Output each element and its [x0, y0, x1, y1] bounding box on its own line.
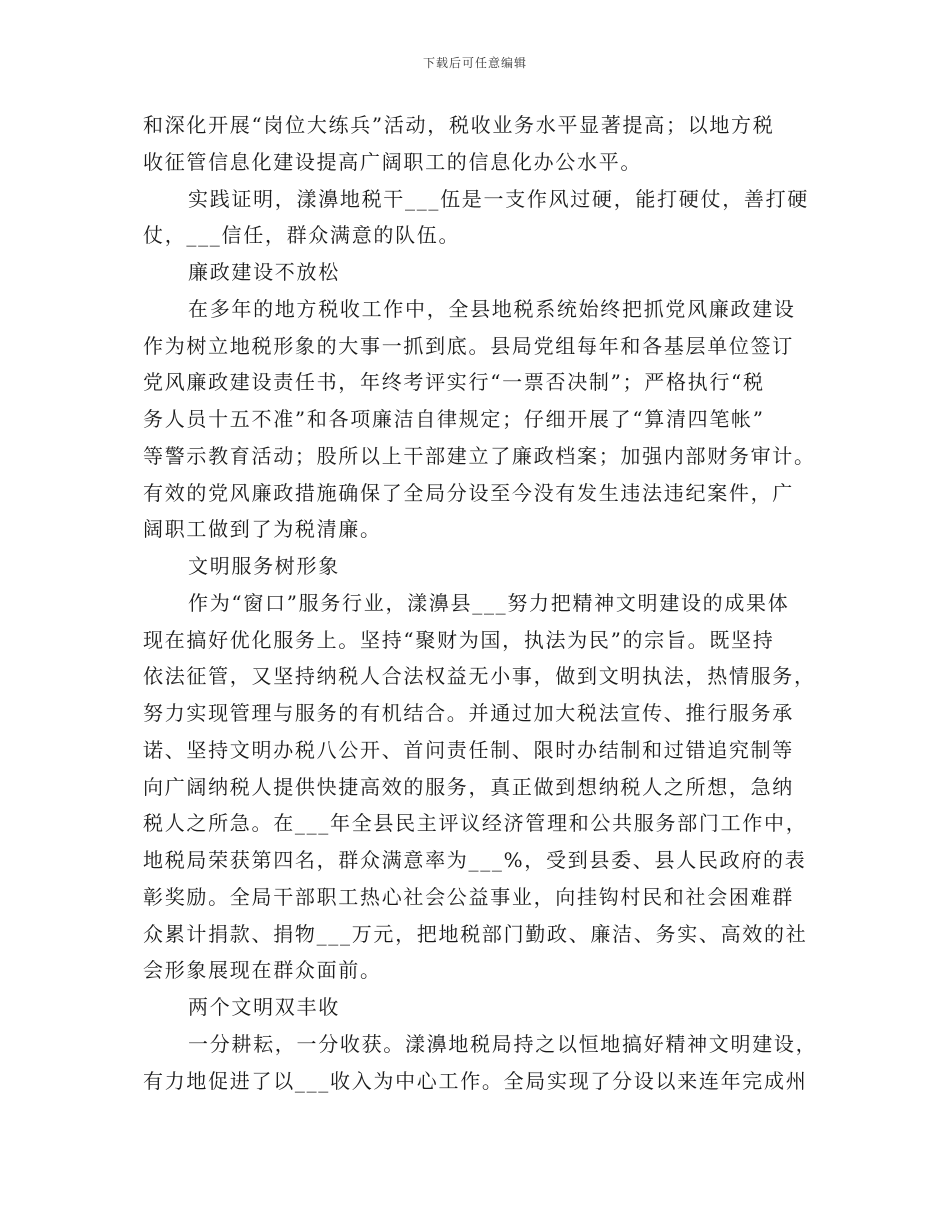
text-line: 现在搞好优化服务上。坚持“聚财为国，执法为民”的宗旨。既坚持	[143, 627, 775, 652]
text-line: 和深化开展“岗位大练兵”活动，税收业务水平显著提高；以地方税	[143, 113, 775, 137]
text-line: 依法征管，又坚持纳税人合法权益无小事，做到文明执法，热情服务，	[143, 664, 816, 689]
text-line: 税人之所急。在___年全县民主评议经济管理和公共服务部门工作中，	[143, 811, 808, 836]
text-line: 地税局荣获第四名，群众满意率为___%，受到县委、县人民政府的表	[143, 848, 807, 872]
text-line: 彰奖励。全局干部职工热心社会公益事业，向挂钩村民和社会困难群	[143, 884, 794, 909]
text-line: 作为“窗口”服务行业，漾濞县___努力把精神文明建设的成果体	[188, 590, 790, 615]
text-line: 诺、坚持文明办税八公开、首问责任制、限时办结制和过错追究制等	[143, 737, 794, 762]
page-header: 下载后可任意编辑	[422, 56, 527, 70]
document-body	[143, 107, 818, 1099]
text-line: 作为树立地税形象的大事一抓到底。县局党组每年和各基层单位签订	[143, 333, 794, 358]
text-line: 党风廉政建设责任书，年终考评实行“一票否决制”；严格执行“税	[143, 370, 765, 395]
text-line: 实践证明，漾濞地税干___伍是一支作风过硬，能打硬仗，善打硬	[188, 186, 809, 211]
section-heading: 文明服务树形象	[188, 554, 340, 578]
text-line: 有效的党风廉政措施确保了全局分设至今没有发生违法违纪案件，广	[143, 480, 794, 505]
text-line: 会形象展现在群众面前。	[143, 958, 382, 983]
text-line: 务人员十五不准”和各项廉洁自律规定；仔细开展了“算清四笔帐”	[143, 407, 765, 431]
text-line: 众累计捐款、捐物___万元，把地税部门勤政、廉洁、务实、高效的社	[143, 921, 808, 946]
text-line: 有力地促进了以___收入为中心工作。全局实现了分设以来连年完成州	[143, 1068, 808, 1093]
text-line: 收征管信息化建设提高广阔职工的信息化办公水平。	[143, 149, 643, 174]
text-line: 努力实现管理与服务的有机结合。并通过加大税法宣传、推行服务承	[143, 701, 794, 725]
text-line: 仗，___信任，群众满意的队伍。	[143, 223, 461, 248]
section-heading: 两个文明双丰收	[188, 995, 340, 1019]
text-line: 在多年的地方税收工作中，全县地税系统始终把抓党风廉政建设	[188, 296, 796, 321]
section-heading: 廉政建设不放松	[188, 260, 340, 284]
text-line: 一分耕耘，一分收获。漾濞地税局持之以恒地搞好精神文明建设，	[188, 1031, 818, 1056]
text-line: 等警示教育活动；股所以上干部建立了廉政档案；加强内部财务审计。	[143, 443, 816, 468]
text-line: 阔职工做到了为税清廉。	[143, 517, 382, 542]
text-line: 向广阔纳税人提供快捷高效的服务，真正做到想纳税人之所想，急纳	[143, 774, 794, 799]
